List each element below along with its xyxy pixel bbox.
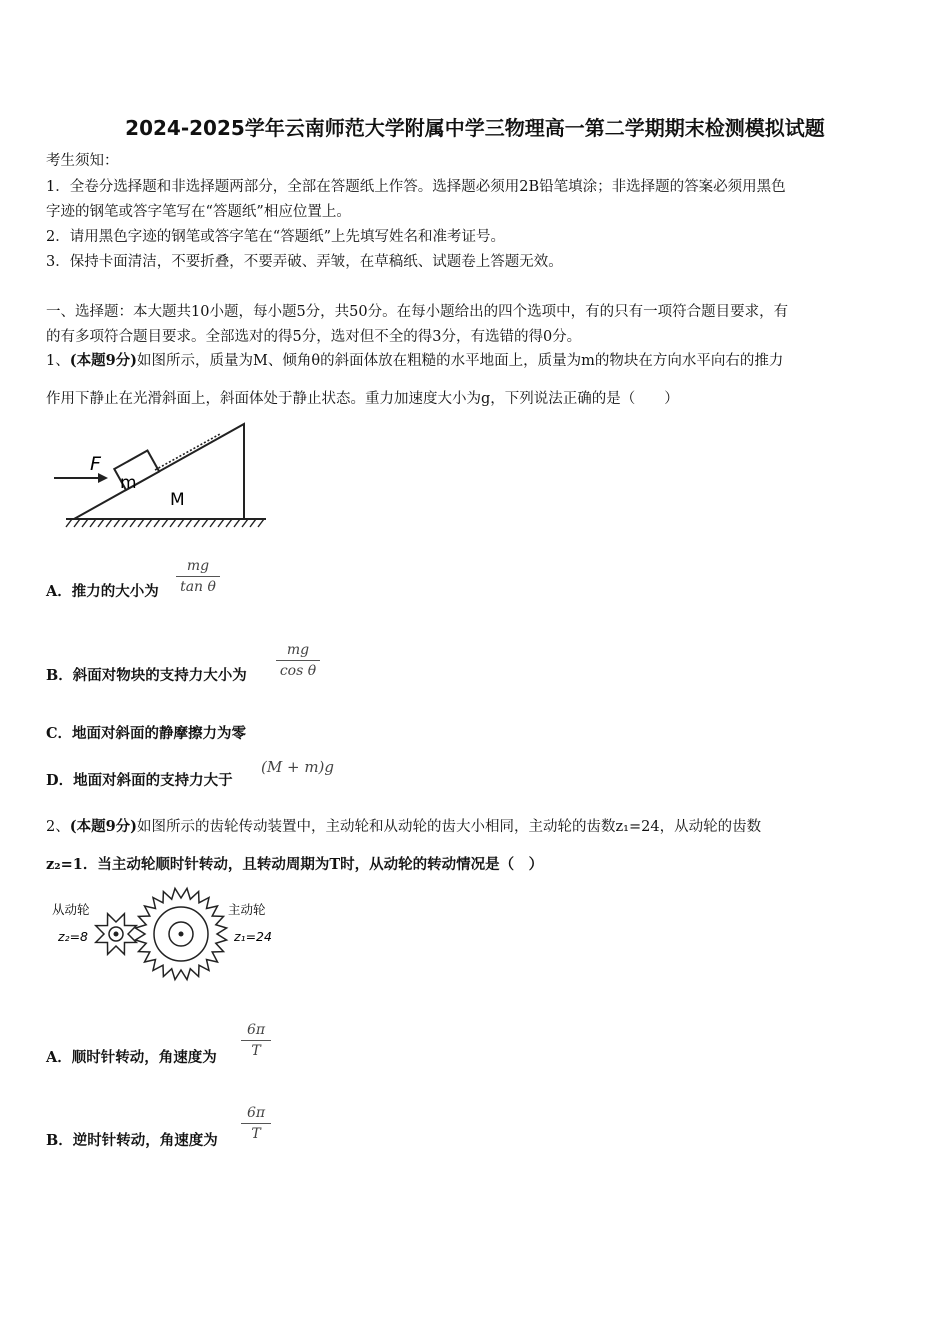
q2-figure-gears <box>46 886 278 986</box>
fraction-bar <box>176 576 220 577</box>
q1-line2: 作用下静止在光滑斜面上，斜面体处于静止状态。重力加速度大小为g，下列说法正确的是（ ） <box>46 391 679 407</box>
ground-hatching <box>66 519 264 527</box>
q1-option-b-label: B．斜面对物块的支持力大小为 <box>46 667 247 684</box>
notice-item-2: 2．请用黑色字迹的钢笔或答字笔在“答题纸”上先填写姓名和准考证号。 <box>46 229 506 245</box>
q1-option-b[interactable] <box>46 667 247 685</box>
wedge-label: M <box>170 490 185 510</box>
fraction-denominator: T <box>251 1126 261 1142</box>
q1-number: 1、 <box>46 353 70 369</box>
driven-gear-axle <box>114 932 119 937</box>
notice-heading: 考生须知： <box>46 153 119 169</box>
driver-gear-label: 主动轮 <box>228 902 266 917</box>
q2-option-b-fraction <box>241 1105 271 1142</box>
q1-figure-incline <box>50 420 272 530</box>
notice-item-3: 3．保持卡面清洁，不要折叠，不要弄破、弄皱，在草稿纸、试题卷上答题无效。 <box>46 254 563 270</box>
q2-option-b-label: B．逆时针转动，角速度为 <box>46 1132 218 1149</box>
q2-line1 <box>46 818 761 836</box>
section-intro-line1: 一、选择题：本大题共10小题，每小题5分，共50分。在每小题给出的四个选项中，有的只有一项符合题目要求，有 <box>46 304 789 320</box>
q1-option-c[interactable] <box>46 725 246 743</box>
q1-option-b-fraction <box>276 642 320 679</box>
q1-line1 <box>46 352 783 370</box>
q2-text1: 如图所示的齿轮传动装置中，主动轮和从动轮的齿大小相同，主动轮的齿数z₁=24，从动轮的齿数 <box>137 819 762 835</box>
fraction-bar <box>276 660 320 661</box>
driven-gear-label: 从动轮 <box>52 902 90 917</box>
q2-option-a-fraction <box>241 1022 271 1059</box>
notice-item-1b: 字迹的钢笔或答字笔写在“答题纸”相应位置上。 <box>46 204 351 220</box>
driven-gear <box>96 914 137 955</box>
q1-option-d[interactable] <box>46 772 233 790</box>
fraction-bar <box>241 1040 271 1041</box>
q1-text1: 如图所示，质量为M、倾角θ的斜面体放在粗糙的水平地面上，质量为m的物块在方向水平向右的推力 <box>137 353 784 369</box>
q1-option-a-fraction <box>176 558 220 595</box>
q1-option-c-label: C．地面对斜面的静摩擦力为零 <box>46 725 247 742</box>
fraction-numerator: 6π <box>246 1105 266 1121</box>
fraction-bar <box>241 1123 271 1124</box>
driver-gear-axle <box>179 932 184 937</box>
driven-gear-teeth: z₂=8 <box>58 929 88 944</box>
q2-line2: z₂=1．当主动轮顺时针转动，且转动周期为T时，从动轮的转动情况是（ ） <box>46 856 544 873</box>
q1-option-a[interactable] <box>46 583 159 601</box>
q1-option-a-label: A．推力的大小为 <box>46 583 159 600</box>
q2-option-b[interactable] <box>46 1132 218 1150</box>
q2-option-a-label: A．顺时针转动，角速度为 <box>46 1049 217 1066</box>
q1-option-d-label: D．地面对斜面的支持力大于 <box>46 772 233 789</box>
page-title: 2024-2025学年云南师范大学附属中学三物理高一第二学期期末检测模拟试题 <box>125 116 825 140</box>
fraction-numerator: 6π <box>246 1022 266 1038</box>
fraction-denominator: cos θ <box>279 663 317 679</box>
section-intro-line2: 的有多项符合题目要求。全部选对的得5分，选对但不全的得3分，有选错的得0分。 <box>46 329 582 345</box>
force-label: F <box>90 453 101 475</box>
q1-option-d-expr: (M + m)g <box>261 758 334 776</box>
fraction-denominator: T <box>251 1043 261 1059</box>
q1-score: (本题9分) <box>69 352 138 369</box>
driver-gear <box>135 888 226 979</box>
fraction-numerator: mg <box>286 642 310 658</box>
driver-gear-teeth: z₁=24 <box>234 929 272 944</box>
q2-option-a[interactable] <box>46 1049 217 1067</box>
block-label: m <box>120 473 137 493</box>
incline-surface-marks <box>155 434 220 470</box>
q2-number: 2、 <box>46 819 70 835</box>
fraction-denominator: tan θ <box>180 579 216 595</box>
notice-item-1a: 1．全卷分选择题和非选择题两部分，全部在答题纸上作答。选择题必须用2B铅笔填涂；非选择题的答案必须用黑色 <box>46 179 786 195</box>
q2-score: (本题9分) <box>69 818 138 835</box>
fraction-numerator: mg <box>186 558 210 574</box>
